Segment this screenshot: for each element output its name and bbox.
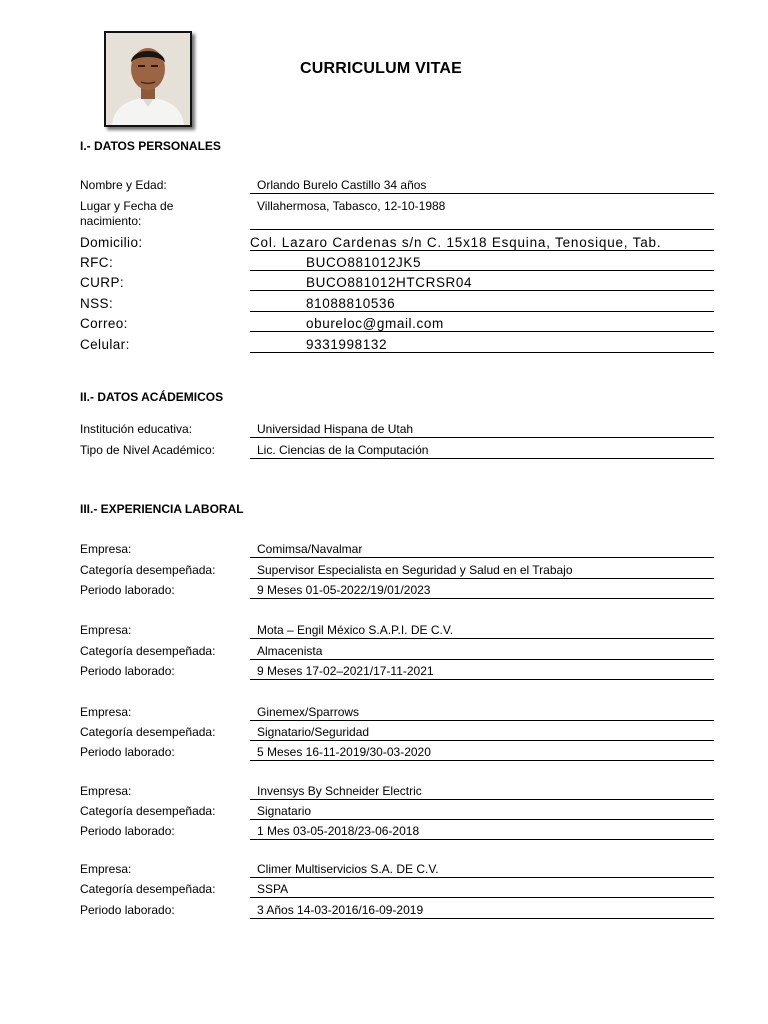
empresa-label: Empresa:	[80, 542, 132, 556]
section-heading-personal: I.- DATOS PERSONALES	[80, 139, 221, 153]
nombre-label: Nombre y Edad:	[80, 178, 167, 192]
job-periodo-value: 9 Meses 17-02–2021/17-11-2021	[250, 664, 714, 680]
job-categoria-value: SSPA	[250, 882, 714, 898]
institucion-value: Universidad Hispana de Utah	[250, 422, 714, 438]
lugar-value: Villahermosa, Tabasco, 12-10-1988	[250, 199, 714, 230]
categoria-label: Categoría desempeñada:	[80, 563, 216, 577]
job-periodo-value: 3 Años 14-03-2016/16-09-2019	[250, 903, 714, 919]
curp-label: CURP:	[80, 275, 125, 290]
job-categoria-value: Almacenista	[250, 644, 714, 660]
nss-value: 81088810536	[250, 296, 714, 312]
rfc-label: RFC:	[80, 255, 114, 270]
domicilio-label: Domicilio:	[80, 235, 143, 250]
periodo-label: Periodo laborado:	[80, 583, 175, 597]
categoria-label: Categoría desempeñada:	[80, 644, 216, 658]
job-periodo-value: 5 Meses 16-11-2019/30-03-2020	[250, 745, 714, 761]
job-categoria-value: Signatario	[250, 804, 714, 820]
empresa-label: Empresa:	[80, 862, 132, 876]
job-periodo-value: 9 Meses 01-05-2022/19/01/2023	[250, 583, 714, 599]
nivel-value: Lic. Ciencias de la Computación	[250, 443, 714, 459]
lugar-label: Lugar y Fecha de nacimiento:	[80, 199, 174, 228]
section-heading-academic: II.- DATOS ACÁDEMICOS	[80, 390, 224, 404]
curp-value: BUCO881012HTCRSR04	[250, 275, 714, 291]
empresa-label: Empresa:	[80, 784, 132, 798]
periodo-label: Periodo laborado:	[80, 745, 175, 759]
job-empresa-value: Invensys By Schneider Electric	[250, 784, 714, 800]
nss-label: NSS:	[80, 296, 114, 311]
job-empresa-value: Comimsa/Navalmar	[250, 542, 714, 558]
categoria-label: Categoría desempeñada:	[80, 804, 216, 818]
job-empresa-value: Climer Multiservicios S.A. DE C.V.	[250, 862, 714, 878]
celular-value: 9331998132	[250, 337, 714, 353]
celular-label: Celular:	[80, 337, 130, 352]
job-empresa-value: Mota – Engil México S.A.P.I. DE C.V.	[250, 623, 714, 639]
periodo-label: Periodo laborado:	[80, 903, 175, 917]
institucion-label: Institución educativa:	[80, 422, 193, 436]
empresa-label: Empresa:	[80, 623, 132, 637]
job-categoria-value: Signatario/Seguridad	[250, 725, 714, 741]
categoria-label: Categoría desempeñada:	[80, 725, 216, 739]
correo-value: obureloc@gmail.com	[250, 316, 714, 332]
job-periodo-value: 1 Mes 03-05-2018/23-06-2018	[250, 824, 714, 840]
section-heading-experience: III.- EXPERIENCIA LABORAL	[80, 502, 244, 516]
rfc-value: BUCO881012JK5	[250, 255, 714, 271]
categoria-label: Categoría desempeñada:	[80, 882, 216, 896]
periodo-label: Periodo laborado:	[80, 664, 175, 678]
page-title: CURRICULUM VITAE	[300, 60, 463, 77]
nivel-label: Tipo de Nivel Académico:	[80, 443, 215, 457]
periodo-label: Periodo laborado:	[80, 824, 175, 838]
job-categoria-value: Supervisor Especialista en Seguridad y Salud en el Trabajo	[250, 563, 714, 579]
empresa-label: Empresa:	[80, 705, 132, 719]
nombre-value: Orlando Burelo Castillo 34 años	[250, 178, 714, 194]
profile-photo	[104, 31, 192, 127]
correo-label: Correo:	[80, 316, 128, 331]
domicilio-value: Col. Lazaro Cardenas s/n C. 15x18 Esquina, Tenosique, Tab.	[250, 235, 714, 251]
job-empresa-value: Ginemex/Sparrows	[250, 705, 714, 721]
